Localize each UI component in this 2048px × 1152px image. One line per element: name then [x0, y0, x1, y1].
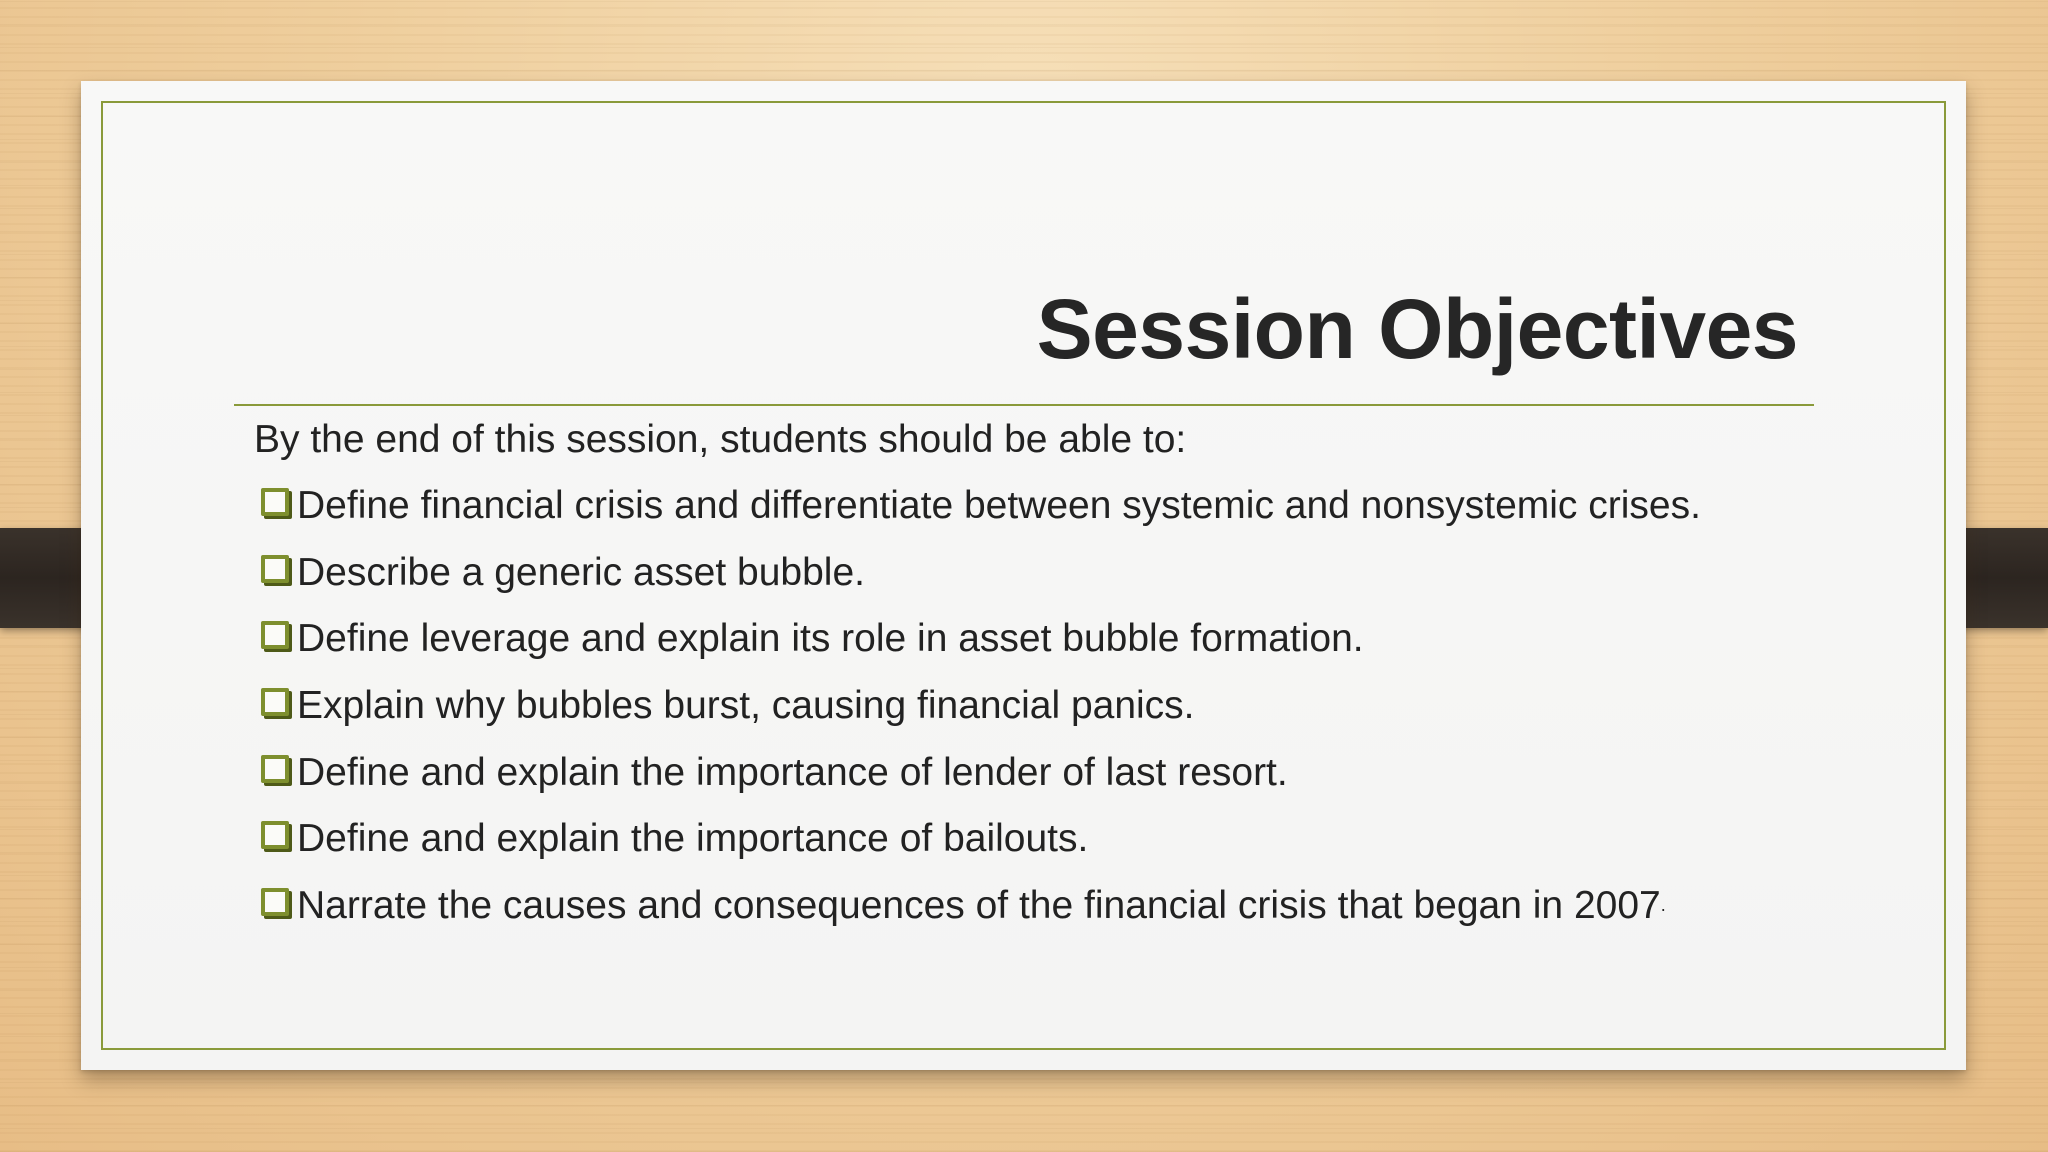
slide-card	[81, 81, 1966, 1070]
objective-item	[254, 473, 1874, 540]
objective-item	[254, 739, 1874, 806]
checkbox-bullet-icon	[261, 888, 289, 916]
slide-title: Session Objectives	[1036, 282, 1798, 376]
checkbox-bullet-icon	[261, 555, 289, 583]
objective-text: Describe a generic asset bubble.	[297, 550, 865, 594]
intro-text: By the end of this session, students should be able to:	[254, 418, 1187, 461]
slide-body	[254, 407, 1874, 939]
objective-item	[254, 673, 1874, 740]
checkbox-bullet-icon	[261, 688, 289, 716]
checkbox-bullet-icon	[261, 821, 289, 849]
checkbox-bullet-icon	[261, 755, 289, 783]
objective-text: Define financial crisis and differentiate between systemic and nonsystemic crises.	[297, 484, 1701, 528]
objective-item	[254, 606, 1874, 673]
title-divider	[234, 404, 1814, 406]
objective-item	[254, 540, 1874, 607]
objective-text: Explain why bubbles burst, causing financial panics.	[297, 684, 1195, 728]
checkbox-bullet-icon	[261, 488, 289, 516]
objectives-list	[254, 473, 1874, 939]
objective-text: Narrate the causes and consequences of the financial crisis that began in 2007	[297, 883, 1661, 927]
checkbox-bullet-icon	[261, 621, 289, 649]
objective-item	[254, 806, 1874, 873]
objective-text: Define leverage and explain its role in asset bubble formation.	[297, 617, 1364, 661]
objective-item	[254, 873, 1874, 940]
objective-period: .	[1660, 895, 1666, 916]
objective-text: Define and explain the importance of lender of last resort.	[297, 750, 1288, 794]
objective-text: Define and explain the importance of bailouts.	[297, 817, 1089, 861]
